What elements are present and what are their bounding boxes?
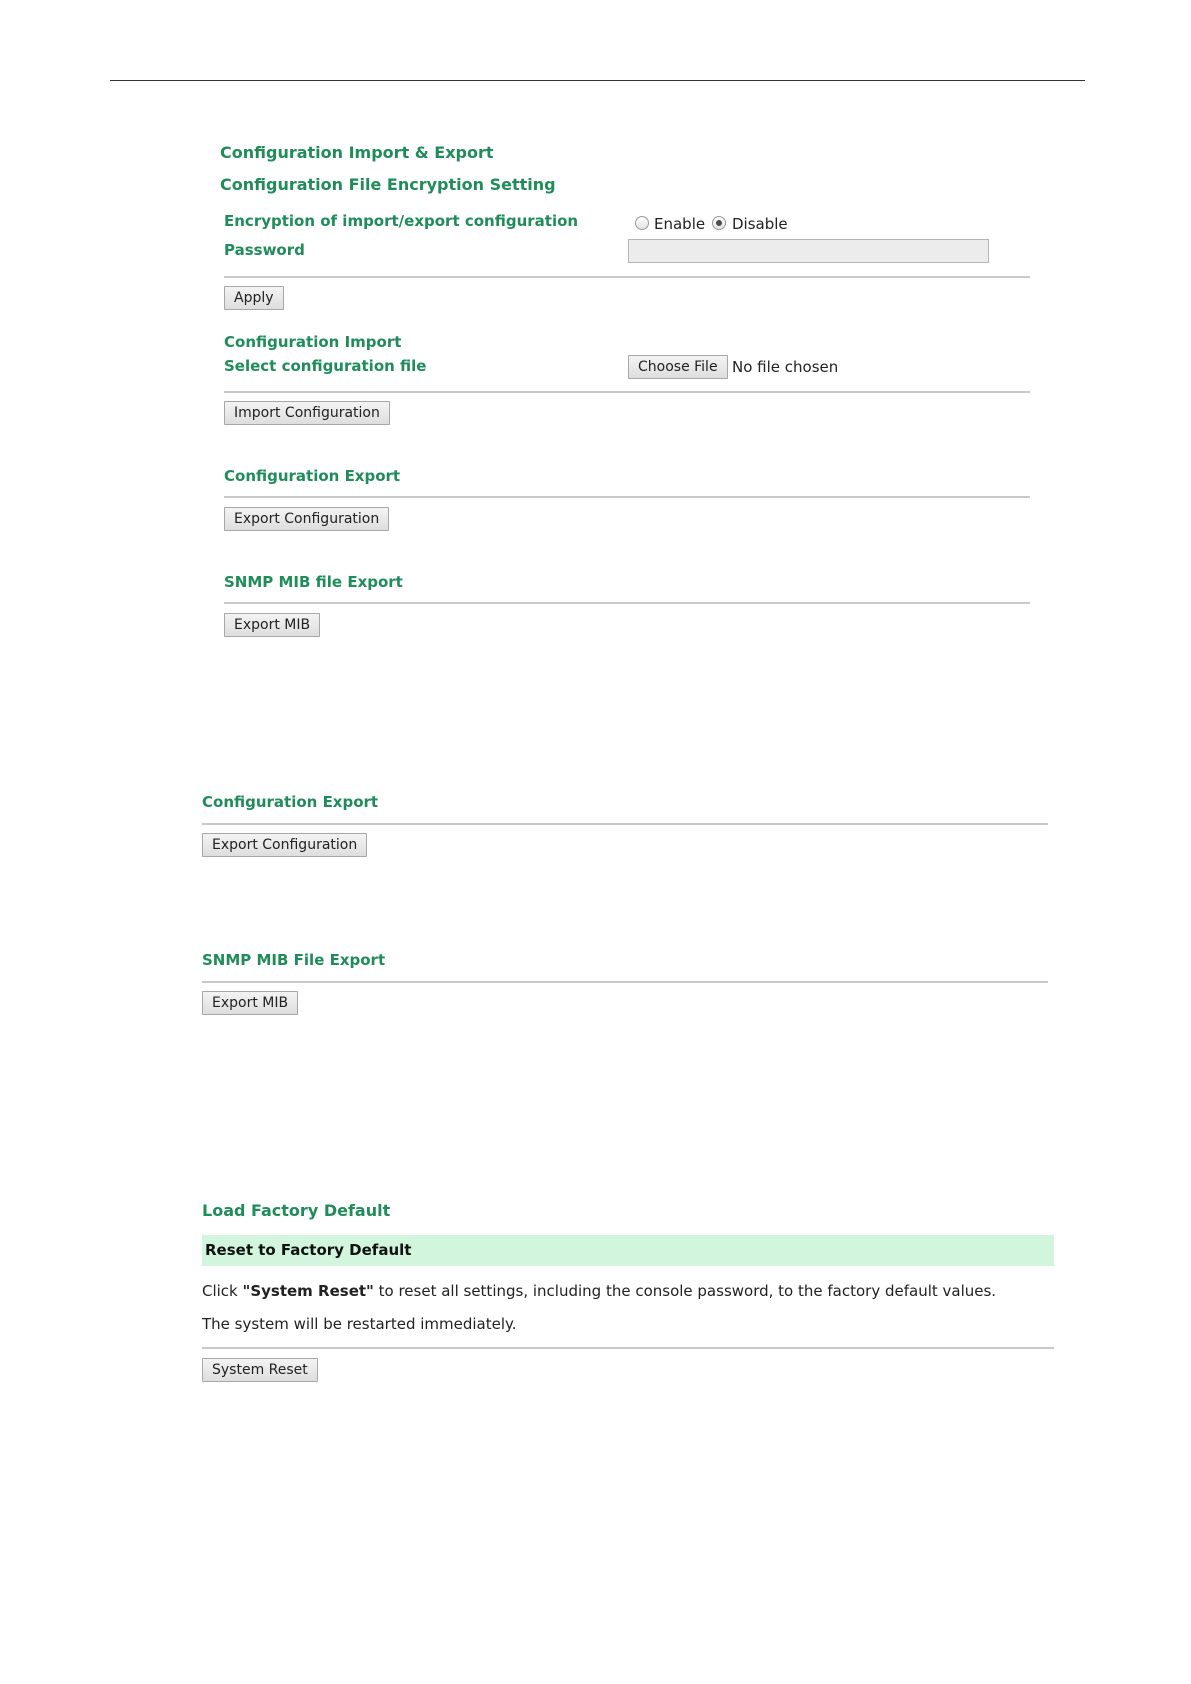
reset-description-prefix: Click xyxy=(202,1282,243,1300)
choose-file-button[interactable]: Choose File xyxy=(628,355,728,379)
export-mib-button[interactable]: Export MIB xyxy=(224,613,320,637)
export-section-heading: Configuration Export xyxy=(224,467,401,485)
divider xyxy=(224,276,1030,278)
export-configuration-button[interactable]: Export Configuration xyxy=(224,507,389,531)
encryption-section-heading: Configuration File Encryption Setting xyxy=(220,175,556,194)
divider xyxy=(202,823,1048,825)
import-section-heading: Configuration Import xyxy=(224,333,402,351)
encryption-enable-radio[interactable] xyxy=(635,216,649,230)
export-mib-button-2[interactable]: Export MIB xyxy=(202,991,298,1015)
reset-description-bold: "System Reset" xyxy=(242,1282,374,1300)
divider xyxy=(224,602,1030,604)
export-configuration-button-2[interactable]: Export Configuration xyxy=(202,833,367,857)
encryption-enable-label: Enable xyxy=(654,215,706,233)
reset-description-suffix: to reset all settings, including the console password, to the factory default values. xyxy=(373,1282,997,1300)
factory-default-title: Load Factory Default xyxy=(202,1201,391,1220)
snmp-mib-export-heading: SNMP MIB File Export xyxy=(202,951,386,969)
page-top-rule xyxy=(110,80,1085,81)
import-configuration-button[interactable]: Import Configuration xyxy=(224,401,390,425)
mib-section-heading: SNMP MIB file Export xyxy=(224,573,403,591)
encryption-disable-label: Disable xyxy=(732,215,788,233)
restart-notice: The system will be restarted immediately. xyxy=(202,1315,517,1333)
apply-button[interactable]: Apply xyxy=(224,286,284,310)
select-config-file-label: Select configuration file xyxy=(224,357,427,375)
divider xyxy=(202,1347,1054,1349)
divider xyxy=(224,391,1030,393)
export-heading: Configuration Export xyxy=(202,793,379,811)
password-input[interactable] xyxy=(628,239,989,263)
reset-factory-default-bar-title: Reset to Factory Default xyxy=(205,1241,412,1259)
password-label: Password xyxy=(224,241,305,259)
page-title-import-export: Configuration Import & Export xyxy=(220,143,494,162)
file-status-text: No file chosen xyxy=(732,358,839,376)
encryption-disable-radio[interactable] xyxy=(712,216,726,230)
system-reset-button[interactable]: System Reset xyxy=(202,1358,318,1382)
encryption-label: Encryption of import/export configuration xyxy=(224,212,579,230)
divider xyxy=(202,981,1048,983)
divider xyxy=(224,496,1030,498)
reset-description xyxy=(202,1282,996,1300)
reset-factory-default-bar xyxy=(202,1235,1054,1266)
